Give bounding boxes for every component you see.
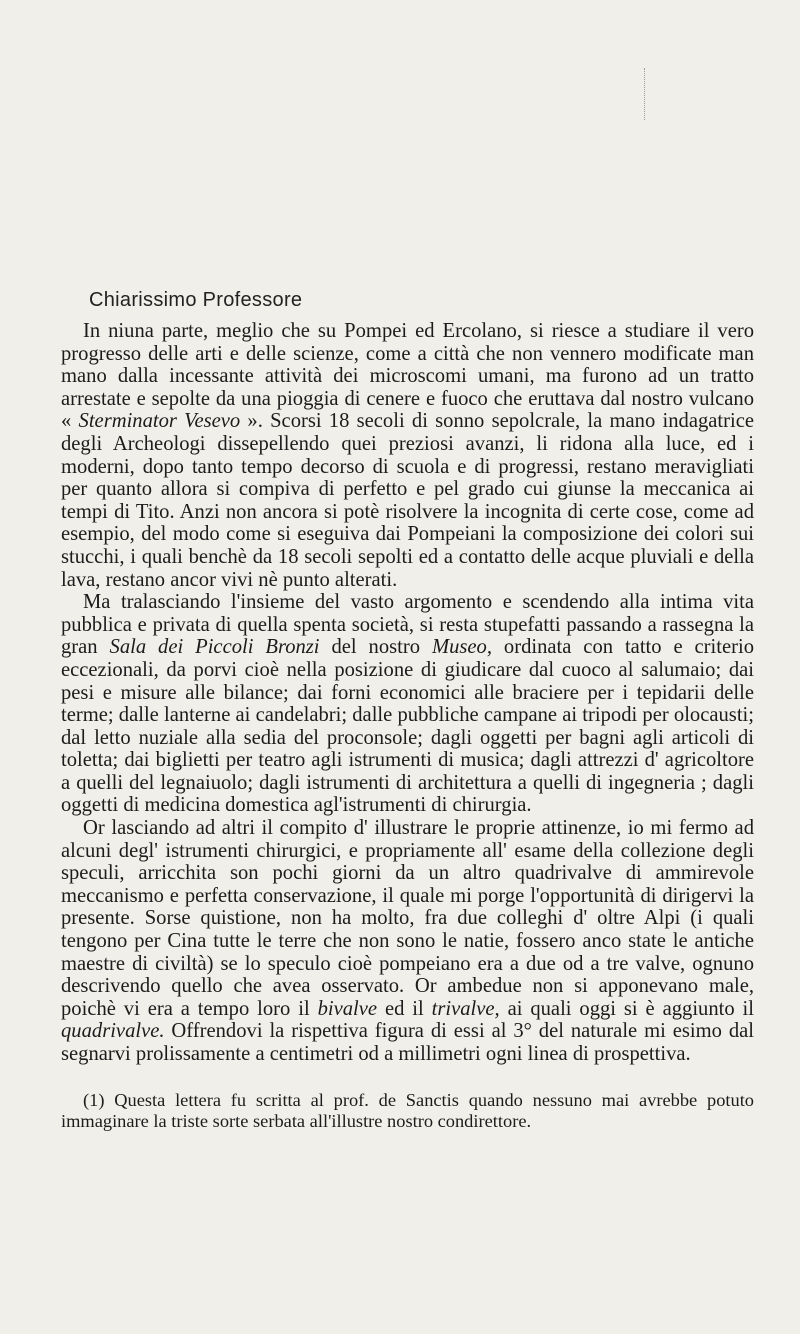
italic-run: Sala dei Piccoli Bronzi [109, 636, 320, 659]
text-run: In niuna parte, meglio che su Pompei ed Ercolano, si riesce a studiare il vero progresso delle arti e delle scienze, come a città che non vennero modificate man mano dalla incessante attività dei microscomi umani, ma furono ad un tratto arrestate e sepolte da una pioggia di cenere e fuoco che eruttava dal nostro vulcano « [61, 320, 754, 433]
italic-run: trivalve, [431, 997, 500, 1020]
text-run: ai quali oggi si è aggiunto il [499, 997, 754, 1020]
italic-run: Museo, [431, 636, 492, 659]
text-run: ». Scorsi 18 secoli di sonno sepolcrale, la mano indagatrice degli Archeologi dissepellendo quei preziosi avanzi, li ridona alla luce, ed i moderni, dopo tanto tempo decorso di scuola e di progressi, restano meravigliati per quanto allora si compiva di perfetto e pel grado cui giunse la meccanica ai tempi di Tito. Anzi non ancora si potè risolvere la incognita di certe cose, come ad esempio, del modo come si eseguiva dai Pompeiani la composizione dei colori sui stucchi, i quali benchè da 18 secoli sepolti ed a contatto delle acque pluviali e della lava, restano ancor vivi nè punto alterati. [61, 410, 754, 591]
text-run: Or lasciando ad altri il compito d' illustrare le proprie attinenze, io mi fermo ad alcuni degl' istrumenti chirurgici, e propriamente all' esame della collezione degli speculi, arricchita son pochi giorni da un altro quadrivalve di ammirevole meccanismo e perfetta conservazione, il quale mi porge l'opportunità di dirigervi la presente. Sorse quistione, non ha molto, fra due colleghi d' oltre Alpi (i quali tengono per Cina tutte le terre che non sono le natie, fossero anco state le antiche maestre di civiltà) se lo speculo cioè pompeiano era a due od a tre valve, ognuno descrivendo quello che avea osservato. Or ambedue non si apponevano male, poichè vi era a tempo loro il [61, 817, 754, 1020]
footnote-text: (1) Questa lettera fu scritta al prof. de Sanctis quando nessuno mai avrebbe potuto immaginare la triste sorte serbata all'illustre nostro condirettore. [61, 1090, 754, 1131]
text-run: Offrendovi la rispettiva figura di essi al 3° del naturale mi esimo dal segnarvi prolissamente a centimetri od a millimetri ogni linea di prospettiva. [61, 1020, 754, 1065]
paragraph [61, 591, 754, 817]
italic-run: Sterminator Vesevo [78, 410, 241, 433]
paragraph [61, 817, 754, 1066]
salutation: Chiarissimo Professore [89, 289, 303, 311]
text-run: del nostro [319, 636, 432, 659]
text-run: Ma tralasciando l'insieme del vasto argomento e scendendo alla intima vita pubblica e privata di quella spenta società, si resta stupefatti passando a rassegna la gran [61, 591, 754, 659]
italic-run: bivalve [317, 997, 378, 1020]
paragraph [61, 320, 754, 591]
italic-run: quadrivalve. [61, 1020, 165, 1043]
text-run: ed il [377, 997, 432, 1020]
margin-mark [644, 68, 646, 120]
letter-body [61, 320, 754, 1066]
text-run: ordinata con tatto e criterio eccezionali, da porvi cioè nella posizione di giudicare dal cuoco al salumaio; dai pesi e misure alle bilance; dai forni economici alle braciere per i tepidarii delle terme; dalle lanterne ai candelabri; dalle pubbliche campane ai tripodi per olocausti; dal letto nuziale alla sedia del proconsole; dagli oggetti per bagni agli articoli di toletta; dai biglietti per teatro agli istrumenti di musica; dagli attrezzi d' agricoltore a quelli del legnaiuolo; dagli istrumenti di architettura a quelli di ingegneria ; dagli oggetti di medicina domestica agl'istrumenti di chirurgia. [61, 636, 754, 817]
footnote [61, 1090, 754, 1132]
